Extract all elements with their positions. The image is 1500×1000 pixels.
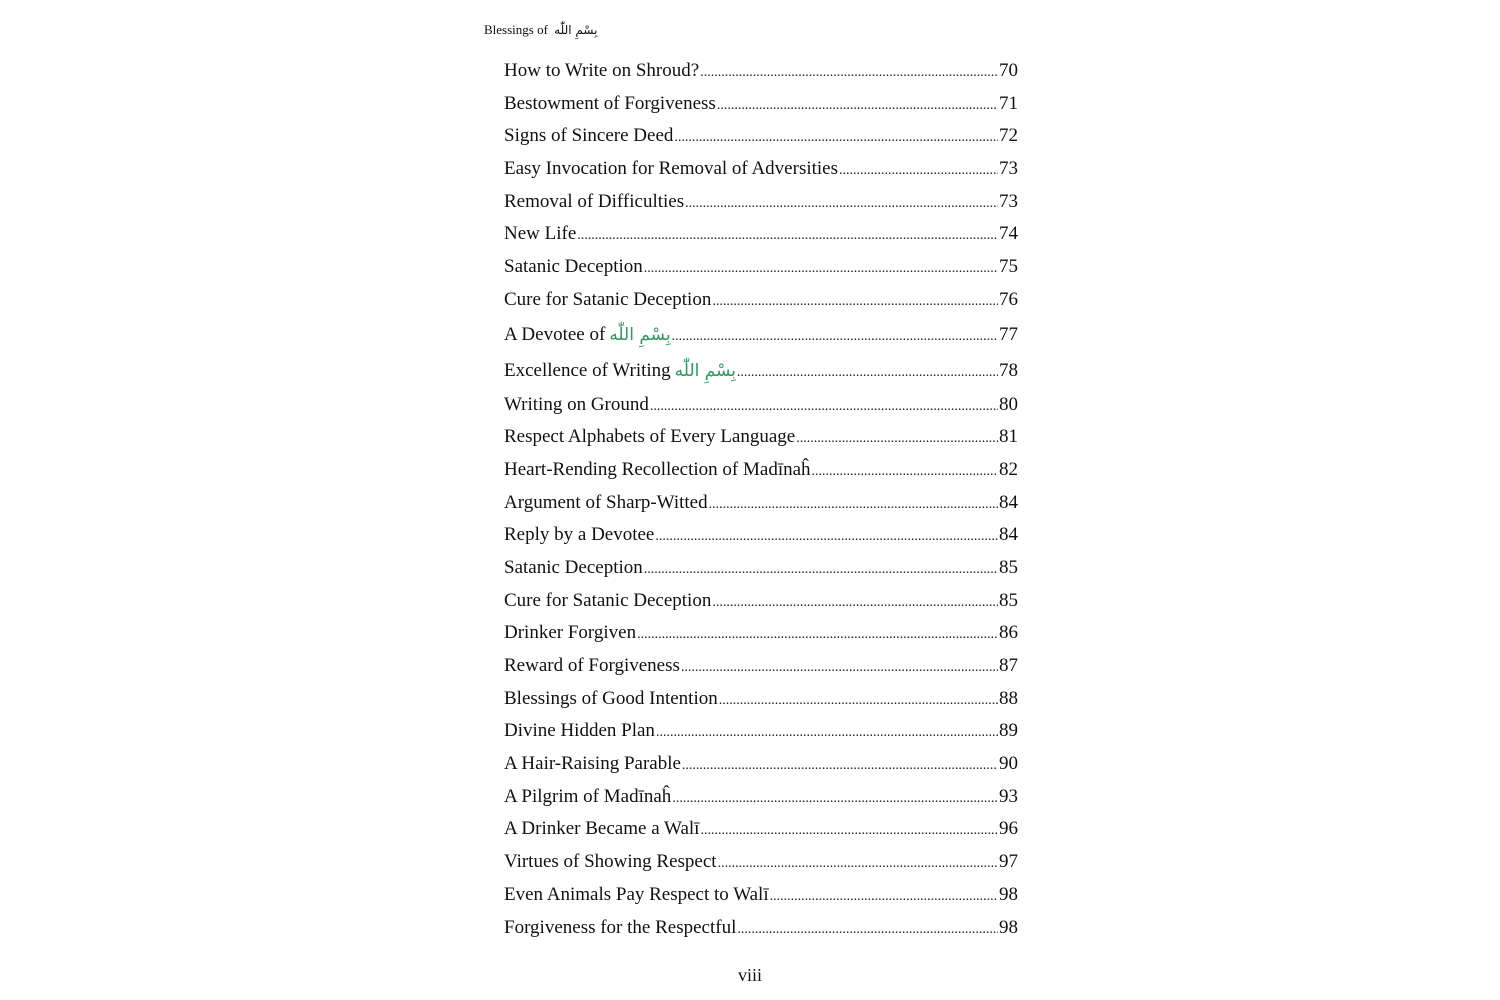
- toc-entry-title: [504, 284, 711, 317]
- toc-entry-title-text: Satanic Deception: [504, 256, 643, 278]
- toc-entry-title: [504, 88, 716, 121]
- toc-entry-page-number: 97: [999, 851, 1018, 873]
- toc-entry-page-number: 93: [999, 785, 1018, 807]
- toc-entry-page-number: 76: [999, 288, 1018, 310]
- toc-entry-page-number: 90: [999, 753, 1018, 775]
- toc-dot-leader: [685, 186, 998, 221]
- toc-entry[interactable]: [504, 389, 1018, 422]
- toc-entry-title-text: Heart-Rending Recollection of Madīnaĥ: [504, 458, 811, 480]
- toc-entry-arabic-text: بِسْمِ اللّٰه: [674, 360, 736, 381]
- toc-entry-title: [504, 186, 684, 219]
- toc-entry[interactable]: [504, 88, 1018, 121]
- toc-entry-title-text: Blessings of Good Intention: [504, 687, 718, 709]
- toc-dot-leader: [718, 846, 998, 881]
- toc-entry[interactable]: [504, 552, 1018, 585]
- toc-entry-title-text: Virtues of Showing Respect: [504, 851, 717, 873]
- toc-entry[interactable]: [504, 683, 1018, 716]
- toc-dot-leader: [839, 153, 998, 188]
- toc-entry-title: [504, 813, 699, 846]
- toc-entry-title-text: Forgiveness for the Respectful: [504, 916, 737, 938]
- toc-entry-page-number: 78: [999, 359, 1018, 381]
- toc-entry-title: [504, 519, 654, 552]
- toc-entry-title: [504, 389, 649, 422]
- toc-entry-title: [504, 879, 769, 912]
- toc-entry-title: [504, 454, 811, 487]
- toc-entry-page-number: 74: [999, 223, 1018, 245]
- toc-entry-page-number: 85: [999, 589, 1018, 611]
- toc-entry[interactable]: [504, 153, 1018, 186]
- running-header: [484, 21, 597, 39]
- toc-entry-page-number: 89: [999, 720, 1018, 742]
- toc-entry[interactable]: [504, 748, 1018, 781]
- toc-entry-title-text: Drinker Forgiven: [504, 622, 637, 644]
- toc-entry[interactable]: [504, 813, 1018, 846]
- toc-entry-title: [504, 317, 671, 353]
- toc-dot-leader: [712, 284, 998, 319]
- toc-entry-page-number: 96: [999, 818, 1018, 840]
- toc-entry-title-text: Signs of Sincere Deed: [504, 125, 674, 147]
- toc-entry-title: [504, 120, 673, 153]
- toc-entry-page-number: 81: [999, 426, 1018, 448]
- toc-entry[interactable]: [504, 251, 1018, 284]
- toc-entry-title: [504, 683, 718, 716]
- toc-entry[interactable]: [504, 454, 1018, 487]
- toc-entry-title-text: Argument of Sharp-Witted: [504, 491, 708, 513]
- toc-entry-page-number: 85: [999, 556, 1018, 578]
- toc-entry-title-text: Cure for Satanic Deception: [504, 288, 712, 310]
- toc-entry-title-text: Bestowment of Forgiveness: [504, 92, 716, 114]
- toc-dot-leader: [681, 650, 998, 685]
- toc-entry-title: [504, 251, 643, 284]
- toc-entry[interactable]: [504, 617, 1018, 650]
- toc-entry-title-text: Reward of Forgiveness: [504, 655, 680, 676]
- toc-entry-page-number: 98: [999, 916, 1018, 938]
- toc-dot-leader: [770, 879, 998, 914]
- toc-entry-title-text: Satanic Deception: [504, 556, 643, 578]
- toc-entry[interactable]: [504, 585, 1018, 618]
- toc-dot-leader: [700, 813, 998, 848]
- toc-dot-leader: [712, 585, 998, 620]
- toc-entry-title: [504, 617, 636, 650]
- toc-entry[interactable]: [504, 284, 1018, 317]
- toc-entry-title-text: How to Write on Shroud?: [504, 60, 700, 81]
- toc-entry-title: [504, 218, 576, 251]
- toc-entry-page-number: 73: [999, 190, 1018, 212]
- toc-entry[interactable]: [504, 55, 1018, 88]
- toc-entry-page-number: 75: [999, 256, 1018, 278]
- toc-dot-leader: [644, 251, 998, 286]
- toc-entry-page-number: 71: [999, 92, 1018, 114]
- toc-entry-page-number: 80: [999, 393, 1018, 415]
- toc-entry[interactable]: [504, 650, 1018, 683]
- toc-entry[interactable]: [504, 353, 1018, 389]
- toc-entry-title: [504, 552, 643, 585]
- toc-dot-leader: [644, 552, 998, 587]
- toc-entry[interactable]: [504, 781, 1018, 814]
- toc-entry[interactable]: [504, 186, 1018, 219]
- toc-entry[interactable]: [504, 218, 1018, 251]
- toc-dot-leader: [709, 487, 998, 522]
- toc-entry[interactable]: [504, 120, 1018, 153]
- toc-entry-title: [504, 748, 681, 781]
- toc-entry-page-number: 84: [999, 491, 1018, 513]
- toc-entry-page-number: 88: [999, 687, 1018, 709]
- toc-entry-page-number: 84: [999, 524, 1018, 546]
- toc-dot-leader: [672, 317, 998, 355]
- toc-entry-page-number: 72: [999, 125, 1018, 147]
- toc-entry-page-number: 77: [999, 323, 1018, 345]
- toc-entry-arabic-text: بِسْمِ اللّٰه: [609, 324, 671, 345]
- header-title: Blessings of: [484, 22, 548, 37]
- toc-entry-title-text: A Drinker Became a Walī: [504, 818, 700, 840]
- toc-entry-title: [504, 846, 717, 879]
- toc-entry-title-text: A Devotee of: [504, 323, 606, 345]
- toc-dot-leader: [656, 715, 998, 750]
- toc-dot-leader: [717, 88, 998, 123]
- toc-entry-title-text: Divine Hidden Plan: [504, 720, 655, 742]
- toc-entry-title-text: Even Animals Pay Respect to Walī: [504, 883, 769, 905]
- toc-dot-leader: [655, 519, 998, 554]
- toc-entry-title: [504, 585, 711, 618]
- toc-entry-title: [504, 650, 680, 683]
- toc-entry-title-text: Removal of Difficulties: [504, 190, 685, 212]
- toc-dot-leader: [737, 353, 998, 391]
- toc-dot-leader: [577, 218, 998, 253]
- toc-dot-leader: [737, 912, 998, 947]
- toc-entry-title: [504, 421, 795, 454]
- toc-entry-page-number: 86: [999, 622, 1018, 644]
- toc-entry-title-text: A Pilgrim of Madīnaĥ: [504, 785, 672, 807]
- toc-dot-leader: [650, 389, 998, 424]
- toc-entry-page-number: 73: [999, 158, 1018, 180]
- table-of-contents: [504, 55, 1018, 944]
- toc-entry-title: [504, 487, 708, 520]
- toc-dot-leader: [796, 421, 998, 456]
- header-arabic-text: بِسْمِ اللّٰه: [554, 23, 598, 37]
- toc-dot-leader: [672, 781, 998, 816]
- toc-dot-leader: [682, 748, 998, 783]
- toc-entry-title-text: Respect Alphabets of Every Language: [504, 426, 796, 448]
- toc-entry[interactable]: [504, 912, 1018, 945]
- toc-dot-leader: [674, 120, 998, 155]
- toc-entry-page-number: 70: [999, 60, 1018, 81]
- toc-entry-page-number: 82: [999, 458, 1018, 480]
- toc-entry-page-number: 87: [999, 655, 1018, 676]
- toc-entry-title-text: Reply by a Devotee: [504, 524, 655, 546]
- toc-entry-title: [504, 912, 736, 945]
- toc-entry[interactable]: [504, 846, 1018, 879]
- toc-entry[interactable]: [504, 879, 1018, 912]
- toc-entry[interactable]: [504, 715, 1018, 748]
- toc-entry[interactable]: [504, 317, 1018, 353]
- toc-entry[interactable]: [504, 421, 1018, 454]
- toc-entry-title: [504, 55, 699, 88]
- toc-entry-title: [504, 715, 655, 748]
- toc-entry-page-number: 98: [999, 883, 1018, 905]
- toc-dot-leader: [637, 617, 998, 652]
- toc-entry-title-text: Writing on Ground: [504, 393, 649, 415]
- toc-entry-title-text: Easy Invocation for Removal of Adversities: [504, 158, 839, 180]
- toc-entry-title-text: A Hair-Raising Parable: [504, 753, 681, 775]
- toc-entry-title-text: Excellence of Writing: [504, 359, 671, 381]
- toc-entry-title-text: Cure for Satanic Deception: [504, 589, 712, 611]
- toc-entry-title: [504, 153, 838, 186]
- toc-entry-title: [504, 353, 736, 389]
- toc-entry-title-text: New Life: [504, 223, 577, 245]
- toc-dot-leader: [812, 454, 998, 489]
- toc-dot-leader: [719, 683, 998, 718]
- toc-entry[interactable]: [504, 519, 1018, 552]
- toc-entry-title: [504, 781, 671, 814]
- page-number: viii: [737, 965, 762, 985]
- toc-entry[interactable]: [504, 487, 1018, 520]
- toc-dot-leader: [700, 55, 998, 90]
